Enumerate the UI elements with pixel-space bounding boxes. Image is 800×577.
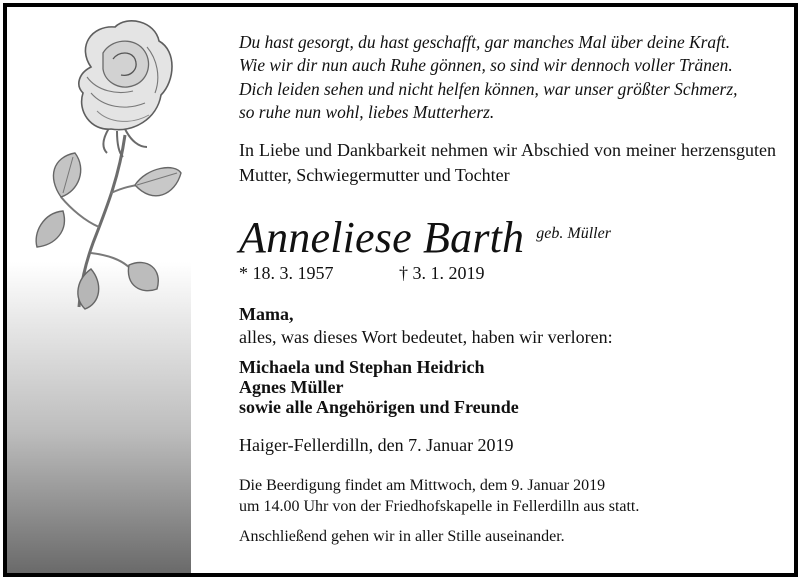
poem-line: Wie wir dir nun auch Ruhe gönnen, so sind wir dennoch voller Tränen.: [239, 55, 733, 76]
funeral-line: um 14.00 Uhr von der Friedhofskapelle in Fellerdilln aus statt.: [239, 498, 640, 515]
poem: [239, 31, 776, 125]
dedication: [239, 303, 776, 349]
mourner: sowie alle Angehörigen und Freunde: [239, 397, 519, 417]
poem-line: so ruhe nun wohl, liebes Mutterherz.: [239, 102, 495, 123]
obituary-notice: [3, 3, 798, 577]
deceased-name: Anneliese Barth: [239, 213, 525, 262]
funeral-line: Die Beerdigung findet am Mittwoch, dem 9. Januar 2019: [239, 477, 606, 494]
maiden-name: geb. Müller: [536, 225, 611, 242]
dedication-line: alles, was dieses Wort bedeutet, haben wir verloren:: [239, 327, 613, 347]
farewell-intro: In Liebe und Dankbarkeit nehmen wir Abschied von meiner herzensguten Mutter, Schwiegermutter und Tochter: [239, 140, 776, 185]
mourner: Agnes Müller: [239, 377, 344, 397]
mourners-list: [239, 357, 776, 417]
gradient-strip: [7, 7, 191, 573]
death-date: † 3. 1. 2019: [399, 263, 485, 283]
dedication-heading: Mama,: [239, 304, 294, 324]
mourner: Michaela und Stephan Heidrich: [239, 357, 485, 377]
deceased-name-row: [239, 212, 776, 263]
birth-date: * 18. 3. 1957: [239, 263, 334, 283]
poem-line: Du hast gesorgt, du hast geschafft, gar manches Mal über deine Kraft.: [239, 32, 731, 52]
closing-line: Anschließend gehen wir in aller Stille auseinander.: [239, 528, 565, 545]
life-dates: [239, 263, 776, 284]
funeral-info: [239, 475, 776, 517]
rose-icon: [7, 7, 191, 327]
poem-line: Dich leiden sehen und nicht helfen können, war unser größter Schmerz,: [239, 78, 738, 99]
place-and-date: Haiger-Fellerdilln, den 7. Januar 2019: [239, 435, 514, 455]
